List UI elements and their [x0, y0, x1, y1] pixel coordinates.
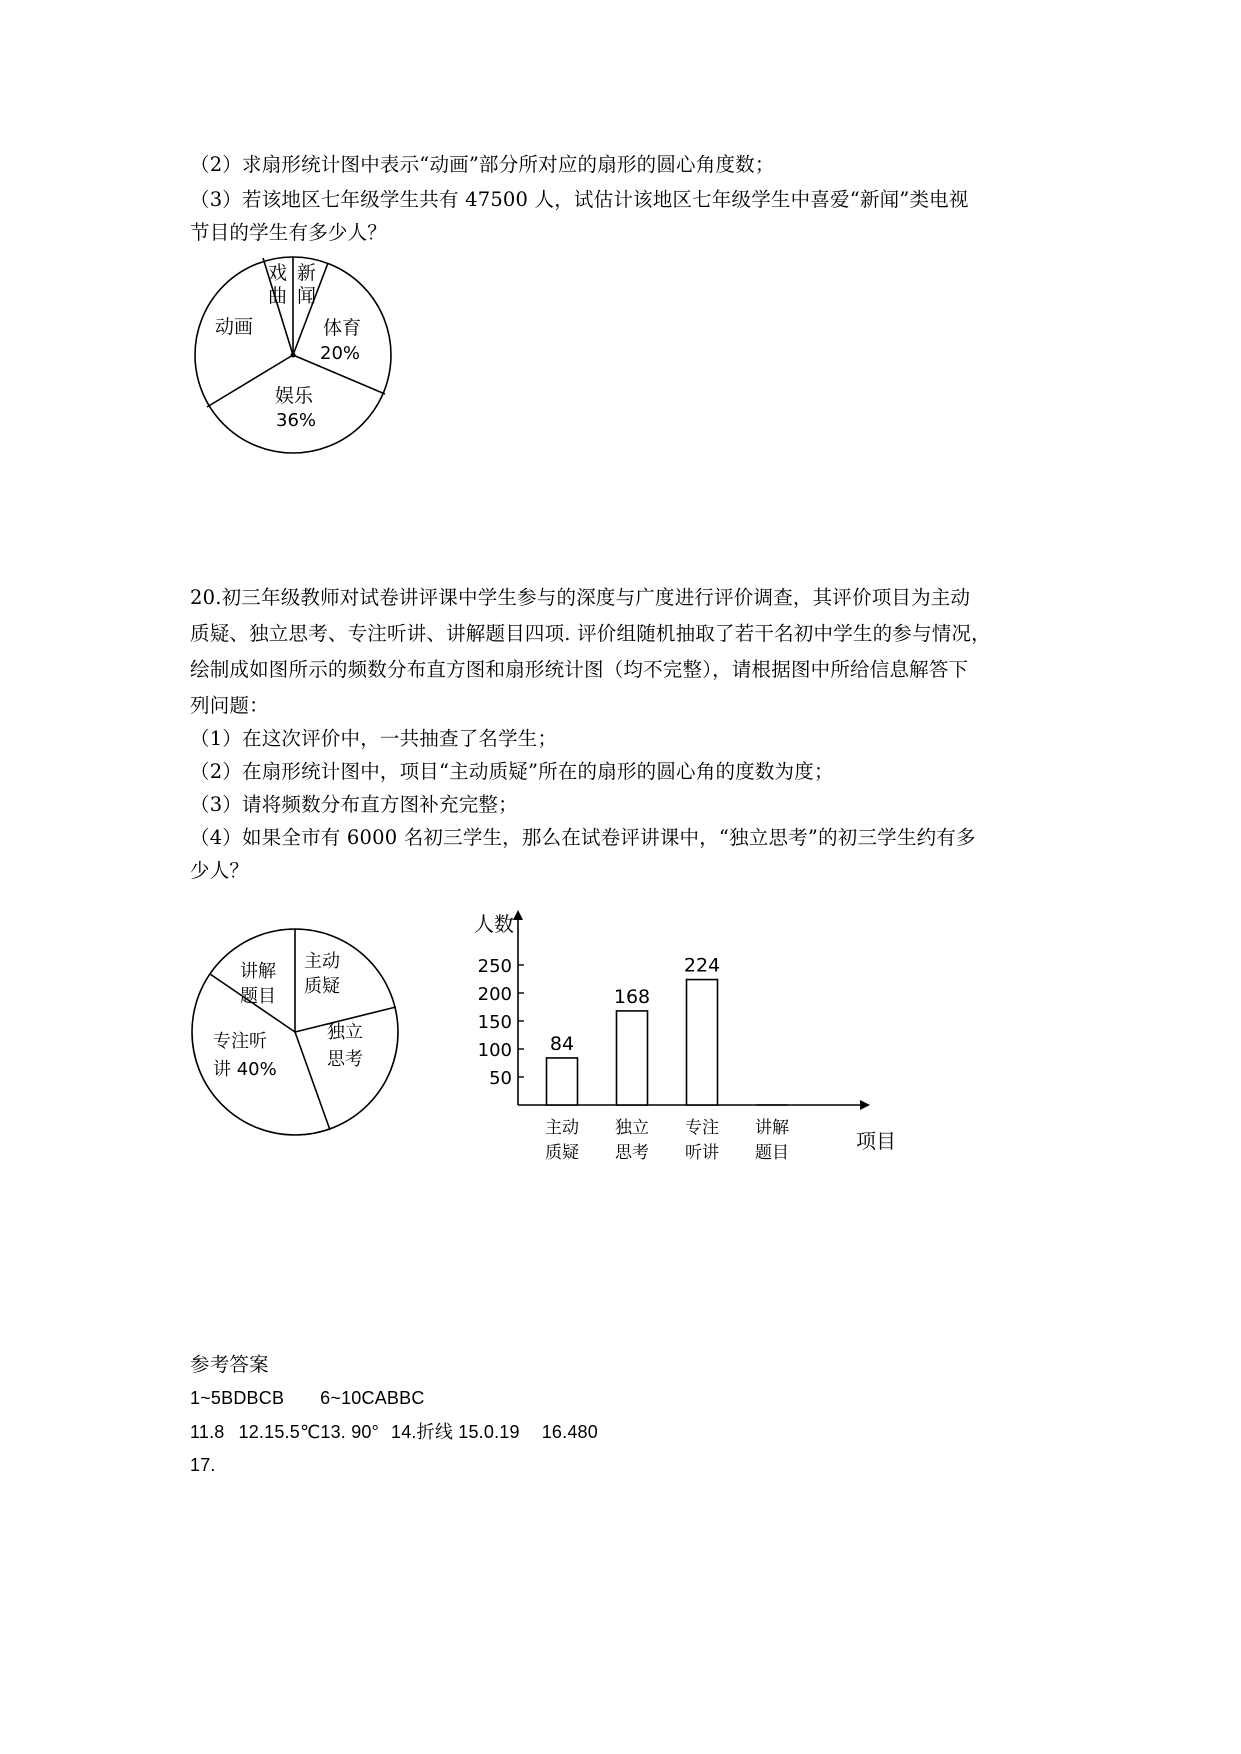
q20-subquestion-2: （2）在扇形统计图中，项目“主动质疑”所在的扇形的圆心角的度数为度； — [190, 760, 834, 783]
q20-bar-chart — [440, 895, 910, 1185]
q20-stem-line2: 质疑、独立思考、专注听讲、讲解题目四项. 评价组随机抽取了若干名初中学生的参与情况， — [190, 622, 991, 645]
q19-label-xiqu-2: 曲 — [268, 285, 288, 307]
q19-subquestion-2: （2）求扇形统计图中表示“动画”部分所对应的扇形的圆心角度数； — [190, 153, 775, 176]
answers-14-15: 14.折线 15.0.19 — [391, 1422, 520, 1442]
x-tick-label: 质疑 — [545, 1143, 579, 1163]
bar — [687, 980, 718, 1105]
x-tick-label: 听讲 — [685, 1143, 719, 1163]
x-tick-label: 讲解 — [755, 1118, 789, 1138]
answers-title: 参考答案 — [190, 1353, 269, 1376]
x-tick-label: 题目 — [755, 1143, 789, 1163]
q20-label-zhudong-2: 质疑 — [304, 976, 340, 997]
q20-subquestion-3: （3）请将频数分布直方图补充完整； — [190, 793, 518, 816]
answers-line3: 17. — [190, 1455, 216, 1475]
bar-value-label: 168 — [613, 985, 651, 1008]
answer-16: 16.480 — [541, 1422, 598, 1442]
answers-line1 — [190, 1384, 425, 1412]
answers-6-10: 6~10CABBC — [320, 1388, 425, 1408]
q19-label-yule-pct: 36% — [276, 410, 317, 431]
q19-label-tiyu-pct: 20% — [320, 343, 361, 364]
q19-subquestion-3-line2: 节目的学生有多少人？ — [190, 221, 388, 244]
bar — [547, 1058, 578, 1105]
q20-stem-line4: 列问题： — [190, 694, 269, 717]
q20-label-zhuanzhu-1: 专注听 — [213, 1031, 267, 1052]
y-tick-label: 50 — [489, 1068, 512, 1089]
x-tick-label: 主动 — [545, 1118, 579, 1138]
q19-label-xiqu-1: 戏 — [268, 262, 288, 284]
q19-pie-chart — [190, 256, 400, 468]
x-tick-label: 专注 — [685, 1118, 719, 1138]
q19-label-xinwen-1: 新 — [297, 262, 317, 284]
answers-line2 — [190, 1418, 598, 1446]
q20-label-zhudong-1: 主动 — [304, 951, 340, 972]
q19-label-yule: 娱乐 — [275, 385, 314, 407]
bar-value-label: 224 — [683, 954, 721, 977]
q20-stem-line3: 绘制成如图所示的频数分布直方图和扇形统计图（均不完整），请根据图中所给信息解答下 — [190, 658, 969, 681]
q20-label-duli-1: 独立 — [327, 1022, 363, 1043]
q20-subquestion-4-line2: 少人？ — [190, 859, 250, 882]
q19-subquestion-3-line1: （3）若该地区七年级学生共有 47500 人，试估计该地区七年级学生中喜爱“新闻”类电视 — [190, 188, 969, 211]
q20-label-zhuanzhu-2: 讲 40% — [213, 1059, 277, 1080]
q19-label-xinwen-2: 闻 — [297, 285, 317, 307]
x-tick-label: 独立 — [615, 1118, 649, 1138]
bar-value-label: 84 — [549, 1032, 575, 1055]
q20-pie-chart — [190, 925, 410, 1145]
q19-label-donghua: 动画 — [215, 316, 254, 338]
q20-label-jiangjie-1: 讲解 — [240, 961, 276, 982]
y-tick-label: 150 — [477, 1012, 512, 1033]
x-axis-arrow — [860, 1100, 870, 1110]
answer-11: 11.8 — [190, 1422, 225, 1442]
x-axis-label: 项目 — [856, 1129, 896, 1153]
q20-subquestion-1: （1）在这次评价中，一共抽查了名学生； — [190, 727, 558, 750]
q20-label-duli-2: 思考 — [327, 1049, 363, 1070]
q20-pie-divider — [295, 1032, 330, 1130]
q19-pie-center — [291, 353, 296, 358]
x-tick-label: 思考 — [615, 1143, 649, 1163]
y-axis-arrow — [513, 910, 523, 920]
q19-label-tiyu: 体育 — [323, 317, 362, 339]
q20-subquestion-4-line1: （4）如果全市有 6000 名初三学生，那么在试卷评讲课中，“独立思考”的初三学生约有多 — [190, 826, 976, 849]
answers-12-13: 12.15.5℃13. 90° — [238, 1422, 380, 1442]
answers-1-5: 1~5BDBCB — [190, 1388, 285, 1408]
bar — [617, 1011, 648, 1105]
y-tick-label: 200 — [477, 984, 512, 1005]
y-tick-label: 250 — [477, 956, 512, 977]
q20-label-jiangjie-2: 题目 — [240, 986, 276, 1007]
q20-stem-line1: 20.初三年级教师对试卷讲评课中学生参与的深度与广度进行评价调查，其评价项目为主动 — [190, 586, 971, 609]
y-axis-label: 人数 — [474, 912, 514, 936]
y-tick-label: 100 — [477, 1040, 512, 1061]
